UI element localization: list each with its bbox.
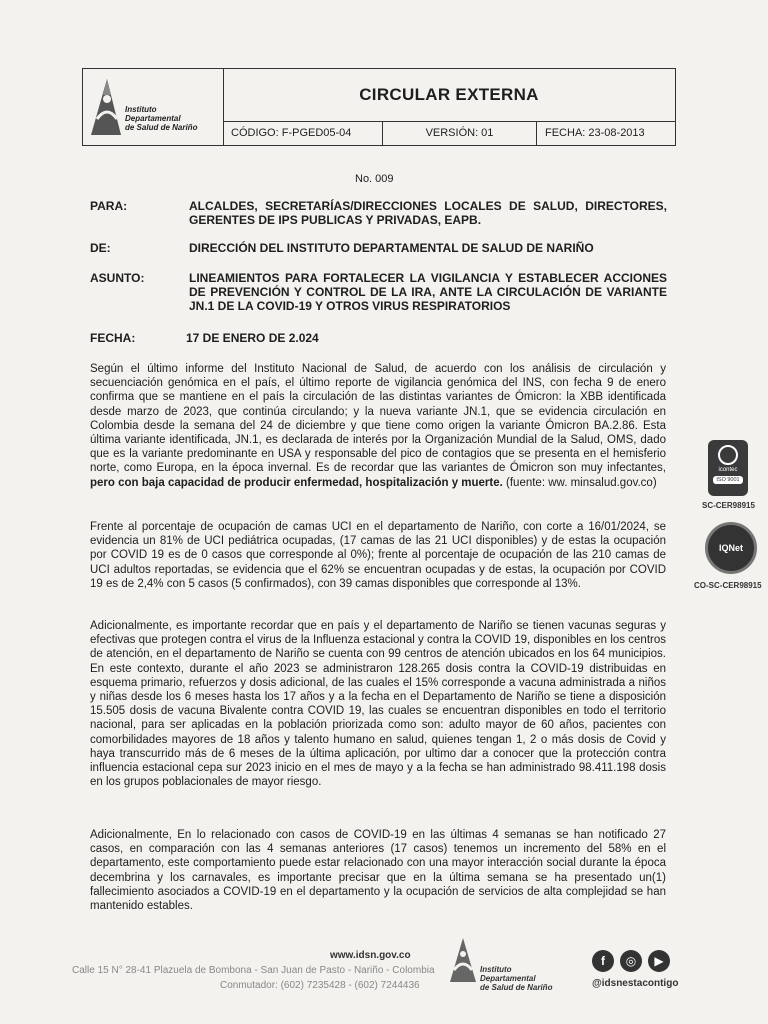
circular-number: No. 009 [355, 173, 394, 185]
fecha-label: FECHA: [90, 331, 136, 345]
document-header [82, 68, 676, 146]
social-handle[interactable]: @idsnestacontigo [592, 978, 679, 989]
footer-phone: Conmutador: (602) 7235428 - (602) 7244436 [220, 980, 420, 991]
logo-text [125, 105, 197, 132]
iqnet-badge [705, 522, 757, 574]
logo-line-1: Instituto [125, 105, 157, 114]
logo-line-2: Departamental [125, 114, 181, 123]
fecha-value: 17 DE ENERO DE 2.024 [186, 331, 319, 345]
footer-address: Calle 15 N° 28-41 Plazuela de Bombona - San Juan de Pasto - Nariño - Colombia [72, 965, 435, 976]
body-paragraph-2: Frente al porcentaje de ocupación de camas UCI en el departamento de Nariño, con corte a 16/01/2024, se evidencia un 81% de UCI pediátrica ocupadas, (17 camas de las 21 UCI disponibles) y de estas la ocupación por COVID 19 es de 0 casos que corresponde al 0%); frente al porcentaje de ocupación de las 210 camas de UCI adultos reportadas, se evidencia que el 62% se encuentran ocupadas y de estas, la ocupación por COVID 19 es de 2,4% con 5 casos (5 confirmados), con 39 camas disponibles que corresponde al 13%. [90, 521, 666, 590]
document-date: FECHA: 23-08-2013 [545, 127, 645, 139]
body-paragraph-1 [90, 362, 666, 490]
de-label: DE: [90, 241, 111, 255]
de-value: DIRECCIÓN DEL INSTITUTO DEPARTAMENTAL DE SALUD DE NARIÑO [189, 241, 594, 255]
iqnet-label: IQNet [718, 543, 743, 553]
paragraph-1-text: Según el último informe del Instituto Nacional de Salud, de acuerdo con los análisis de circulación y secuenciación genómica en el país, el último reporte de vigilancia genómica del INS, con fecha 9 de enero confirma que se mantiene en el país la circulación de las distintas variantes de Ómicron: la XBB identificada desde marzo de 2023, que continúa circulando; y la nueva variante JN.1, que se evidencia circulación en Colombia desde la semana del 24 de diciembre y que tiene como origen la variante Ómicron BA.2.86. Esta última variante identificada, JN.1, es declarada de interés por la Organización Mundial de la Salud, OMS, dado que es la variante predominante en USA y responsable del pico de contagios que se presenta en el hemisferio norte, como Europa, en la época invernal. Es de recordar que las variantes de Ómicron son muy infectantes, [90, 363, 666, 475]
footer-logo-text [480, 965, 552, 992]
header-logo [83, 69, 224, 145]
document-code: CÓDIGO: F-PGED05-04 [223, 121, 383, 145]
iqnet-code: CO-SC-CER98915 [694, 581, 762, 590]
iso-label: ISO 9001 [713, 476, 743, 484]
footer-logo-icon [446, 936, 480, 986]
body-paragraph-3: Adicionalmente, es importante recordar que en país y el departamento de Nariño se tienen vacunas seguras y efectivas que protegen contra el virus de la Influenza estacional y contra la COVID 19, disponibles en los centros de atención, en el departamento de Nariño se cuenta con 99 centros de atención ubicados en los 64 municipios. En este contexto, durante el año 2023 se administraron 128.265 dosis contra la COVID-19 distribuidas en esquema primario, refuerzos y dosis adicional, de las cuales el 15% corresponde a vacuna administrada a niños y niñas desde los 6 meses hasta los 17 años y a la fecha en el Departamento de Nariño se tiene a disposición 15.505 dosis de vacuna Bivalente contra COVID 19, las cuales se encuentran disponibles en todo el territorio nacional, para ser aplicadas en la población priorizada como son: adulto mayor de 60 años, pacientes con comorbilidades mayores de 18 años y talento humano en salud, quienes tengan 1, 2 o más dosis de Covid y haya transcurrido más de 6 meses de la última aplicación, por ultimo dar a conocer que la protección contra influencia estacional cepa sur 2023 inicio en el mes de mayo y a la fecha se han administrado 98.411.198 dosis en los grupos poblacionales de mayor riesgo. [90, 620, 666, 789]
header-meta-row [223, 121, 675, 145]
institute-logo-icon [87, 75, 127, 141]
youtube-icon[interactable]: ▶ [648, 950, 670, 972]
paragraph-1-source: (fuente: ww. minsalud.gov.co) [502, 476, 657, 489]
instagram-icon[interactable]: ◎ [620, 950, 642, 972]
asunto-label: ASUNTO: [90, 271, 145, 285]
icontec-label: icontec [718, 467, 738, 473]
footer-logo-line-3: de Salud de Nariño [480, 983, 553, 992]
document-title: CIRCULAR EXTERNA [223, 69, 675, 122]
para-value: ALCALDES, SECRETARÍAS/DIRECCIONES LOCALES DE SALUD, DIRECTORES, GERENTES DE IPS PUBLICAS Y PRIVADAS, EAPB. [189, 199, 667, 227]
footer-url[interactable]: www.idsn.gov.co [330, 950, 411, 961]
facebook-icon[interactable]: f [592, 950, 614, 972]
icontec-ring-icon [718, 445, 738, 465]
footer-logo-line-1: Instituto [480, 965, 512, 974]
paragraph-1-bold: pero con baja capacidad de producir enfermedad, hospitalización y muerte. [90, 476, 503, 489]
document-version: VERSIÓN: 01 [383, 121, 537, 145]
para-label: PARA: [90, 199, 128, 213]
icontec-code: SC-CER98915 [702, 501, 755, 510]
footer-logo-line-2: Departamental [480, 974, 536, 983]
asunto-value: LINEAMIENTOS PARA FORTALECER LA VIGILANCIA Y ESTABLECER ACCIONES DE PREVENCIÓN Y CONTROL DE LA IRA, ANTE LA CIRCULACIÓN DE VARIANTE JN.1 DE LA COVID-19 Y OTROS VIRUS RESPIRATORIOS [189, 271, 667, 313]
body-paragraph-4: Adicionalmente, En lo relacionado con casos de COVID-19 en las últimas 4 semanas se han notificado 27 casos, en comparación con las 4 semanas anteriores (17 casos) tenemos un incremento del 58% en el departamento, este comportamiento puede estar relacionado con una mayor interacción social durante la época decembrina y los carnavales, es importante precisar que en la última semana se ha presentado un(1) fallecimiento asociados a COVID-19 en el departamento y la ocupación de servicios de alta complejidad se han mantenido estables. [90, 829, 666, 913]
icontec-badge [708, 440, 748, 496]
logo-line-3: de Salud de Nariño [125, 123, 198, 132]
